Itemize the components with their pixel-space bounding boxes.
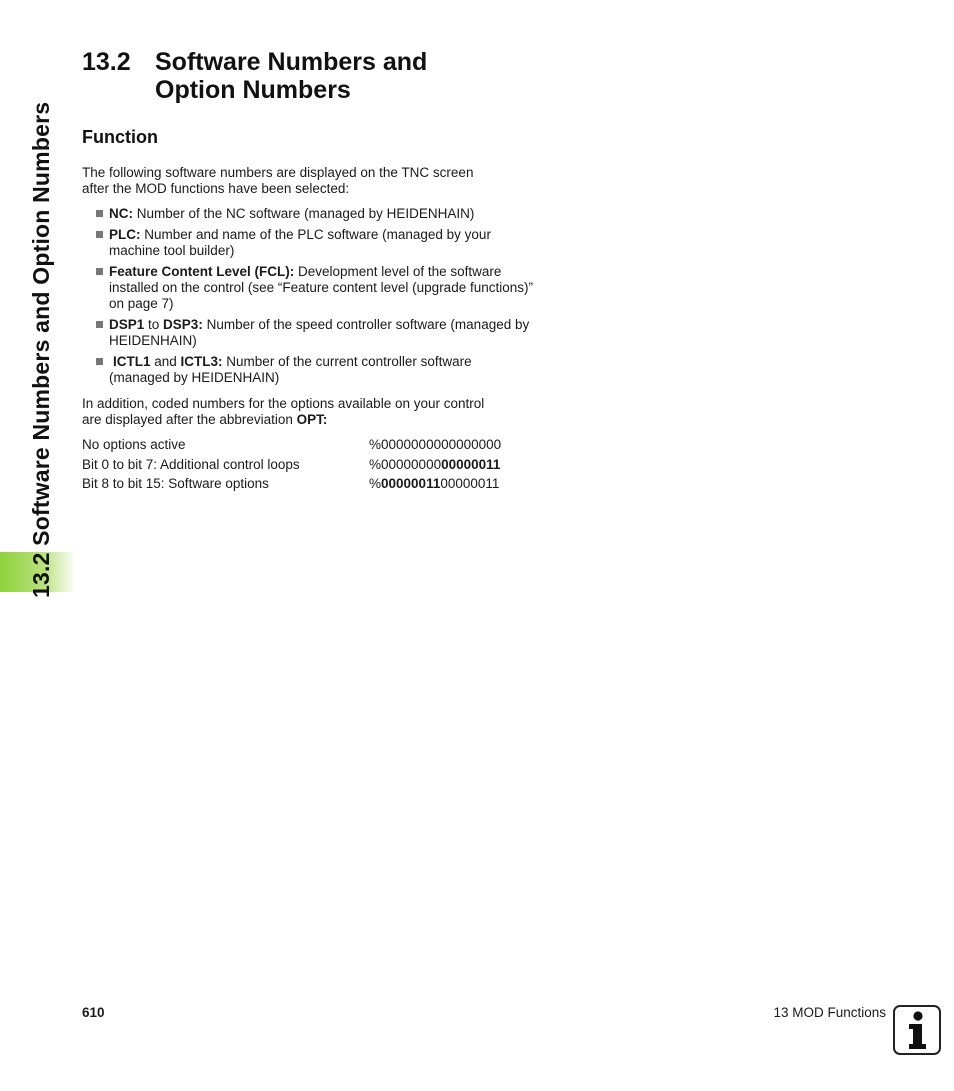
table-row [82,457,522,477]
bullet-square-icon [96,231,103,238]
section-title-line-1: Software Numbers and [155,48,428,76]
description: Development level of the software installed on the control (see “Feature content level (upgrade functions)” on page 7) [109,264,533,311]
value-plain: 00000000 [381,456,442,472]
option-intro-paragraph [82,396,532,428]
bullet-square-icon [96,268,103,275]
option-intro-line-1: In addition, coded numbers for the options available on your control [82,396,485,411]
subsection-title: Function [82,127,158,147]
term: PLC: [109,227,141,242]
option-intro-prefix: are displayed after the abbreviation [82,412,297,427]
bullet-square-icon [96,358,103,365]
value-bold: 00000011 [441,456,501,472]
value-prefix: % [369,456,382,472]
term-2: ICTL3: [180,354,223,369]
term: ICTL1 [113,354,151,369]
side-running-title: 13.2 Software Numbers and Option Numbers [28,101,54,598]
bullet-square-icon [96,321,103,328]
option-intro-line-2 [82,412,532,428]
term: Feature Content Level (FCL): [109,264,295,279]
software-number-list [95,206,535,391]
table-row [82,437,522,457]
table-row [82,476,522,496]
value-suffix: 00000011 [440,476,500,491]
option-label: Bit 8 to bit 15: Software options [82,476,269,491]
list-item-dsp [95,317,535,349]
value-prefix: % [369,437,382,452]
option-value [369,457,500,473]
intro-line-1: The following software numbers are displayed on the TNC screen [82,165,474,180]
list-item-nc [95,206,535,222]
connector: and [150,354,181,369]
chapter-name: 13 MOD Functions [773,1005,886,1020]
list-item-plc [95,227,535,259]
description: Number of the NC software (managed by HEIDENHAIN) [133,206,475,221]
page-number: 610 [82,1005,105,1020]
description: Number of the current controller software (managed by HEIDENHAIN) [109,354,472,385]
value-plain: 0000000000000000 [381,437,502,452]
term: DSP1 [109,317,145,332]
option-value [369,476,499,492]
term: NC: [109,206,133,221]
description: Number and name of the PLC software (managed by your machine tool builder) [109,227,491,258]
options-table [82,437,522,496]
section-title-line-2: Option Numbers [155,76,351,104]
description: Number of the speed controller software (managed by HEIDENHAIN) [109,317,530,348]
value-prefix: % [369,476,382,491]
list-item-ictl [95,354,535,386]
section-title [155,48,555,104]
bullet-square-icon [96,210,103,217]
option-label: No options active [82,437,186,452]
section-number: 13.2 [82,48,131,76]
term-2: DSP3: [163,317,203,332]
list-item-fcl [95,264,535,312]
intro-paragraph [82,165,532,197]
info-icon [893,1005,941,1055]
opt-abbreviation: OPT: [296,412,328,427]
value-bold: 00000011 [381,476,441,491]
option-value [369,437,501,453]
info-glyph [895,1007,939,1053]
option-label: Bit 0 to bit 7: Additional control loops [82,456,300,472]
intro-line-2: after the MOD functions have been selected: [82,181,350,196]
connector: to [144,317,164,332]
